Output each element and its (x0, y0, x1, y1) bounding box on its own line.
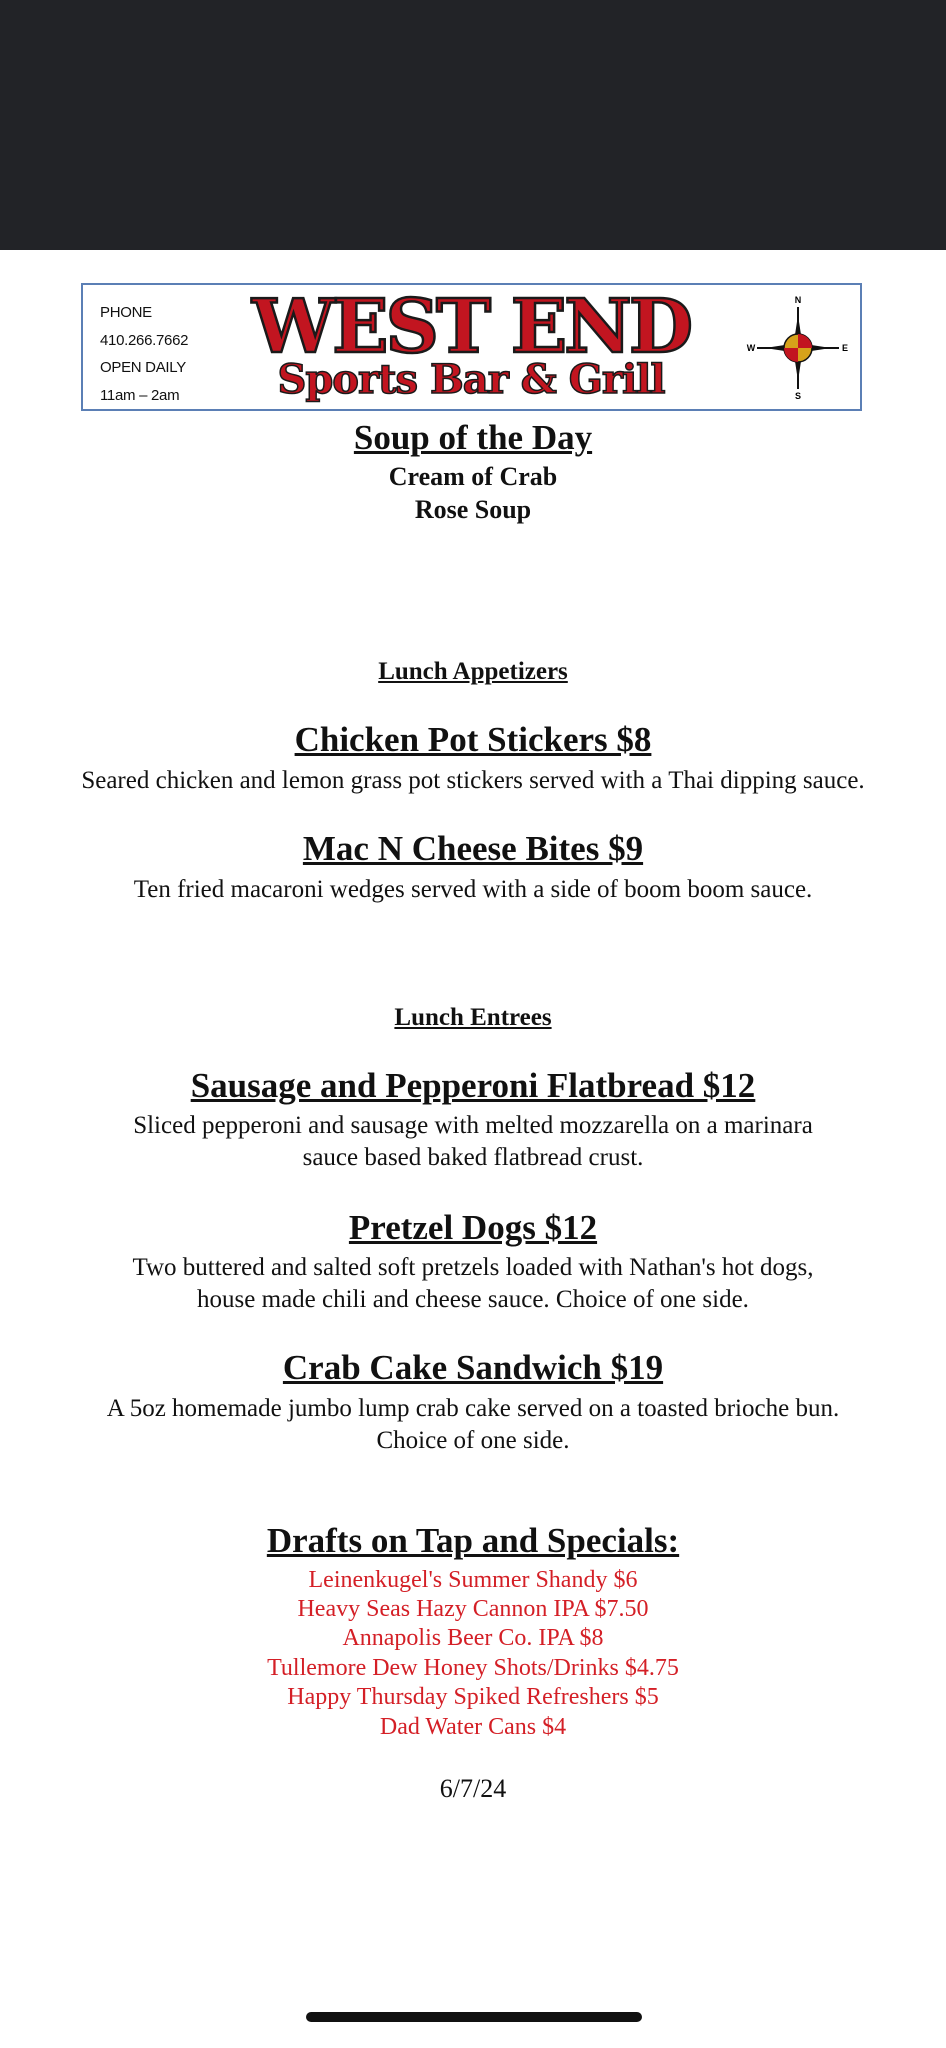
menu-item-title: Mac N Cheese Bites $9 (302, 829, 644, 868)
menu-item-description: sauce based baked flatbread crust. (302, 1144, 644, 1171)
entrees-heading: Lunch Entrees (394, 1004, 552, 1031)
menu-item-description: Choice of one side. (376, 1427, 570, 1454)
compass-e-label: E (841, 343, 849, 353)
top-dark-bar (0, 0, 946, 250)
draft-item: Tullemore Dew Honey Shots/Drinks $4.75 (267, 1655, 679, 1681)
draft-item: Leinenkugel's Summer Shandy $6 (308, 1567, 638, 1593)
menu-item-title: Sausage and Pepperoni Flatbread $12 (190, 1066, 756, 1105)
draft-item: Annapolis Beer Co. IPA $8 (342, 1625, 604, 1651)
compass-rose-icon (743, 293, 853, 403)
menu-item-description: Seared chicken and lemon grass pot stickers served with a Thai dipping sauce. (81, 767, 865, 794)
menu-item-description: A 5oz homemade jumbo lump crab cake served on a toasted brioche bun. (106, 1395, 840, 1422)
drafts-heading: Drafts on Tap and Specials: (266, 1521, 680, 1560)
open-label: OPEN DAILY (100, 359, 186, 376)
home-indicator[interactable] (306, 2012, 642, 2022)
compass-n-label: N (794, 295, 802, 305)
logo-title: WEST END (252, 284, 690, 370)
phone-label: PHONE (100, 304, 152, 321)
contact-info (100, 299, 188, 409)
hours-text: 11am – 2am (100, 386, 180, 404)
draft-item: Happy Thursday Spiked Refreshers $5 (287, 1684, 659, 1710)
draft-item: Heavy Seas Hazy Cannon IPA $7.50 (297, 1596, 649, 1622)
soup-item: Cream of Crab (388, 462, 558, 491)
menu-item-title: Crab Cake Sandwich $19 (282, 1348, 664, 1387)
menu-item-description: Two buttered and salted soft pretzels loaded with Nathan's hot dogs, (132, 1254, 814, 1281)
draft-item: Dad Water Cans $4 (379, 1714, 567, 1740)
appetizers-heading: Lunch Appetizers (378, 658, 568, 685)
menu-item-title: Chicken Pot Stickers $8 (294, 720, 652, 759)
menu-date: 6/7/24 (439, 1774, 507, 1803)
logo-subtitle: Sports Bar & Grill (277, 356, 665, 403)
menu-item-description: Sliced pepperoni and sausage with melted mozzarella on a marinara (133, 1112, 813, 1139)
menu-item-description: Ten fried macaroni wedges served with a side of boom boom sauce. (133, 876, 813, 903)
compass-s-label: S (794, 391, 802, 401)
compass-w-label: W (746, 343, 756, 353)
soup-heading: Soup of the Day (353, 418, 593, 457)
menu-item-description: house made chili and cheese sauce. Choice of one side. (197, 1286, 749, 1313)
soup-item: Rose Soup (414, 495, 532, 524)
phone-number[interactable]: 410.266.7662 (100, 331, 189, 349)
restaurant-banner (81, 283, 862, 411)
menu-item-title: Pretzel Dogs $12 (348, 1208, 598, 1247)
